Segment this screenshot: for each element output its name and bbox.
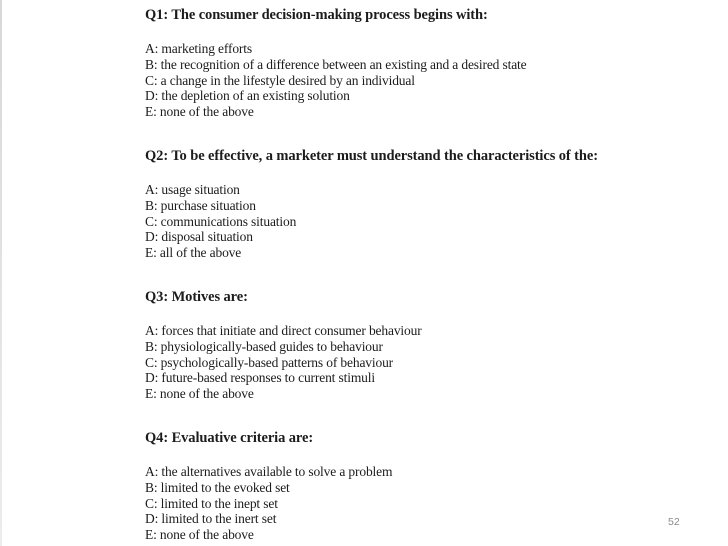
question-2 xyxy=(145,148,665,261)
option-b: B: purchase situation xyxy=(145,197,256,213)
option-c: C: a change in the lifestyle desired by an individual xyxy=(145,72,415,88)
option-e: E: none of the above xyxy=(145,527,254,543)
slide-page-number: 52 xyxy=(668,516,680,528)
question-heading: Q2: To be effective, a marketer must understand the characteristics of the: xyxy=(145,148,598,164)
option-a: A: usage situation xyxy=(145,182,240,197)
option-d: D: future-based responses to current stimuli xyxy=(145,370,375,386)
option-d: D: disposal situation xyxy=(145,229,253,245)
option-list xyxy=(145,323,665,402)
option-b: B: limited to the evoked set xyxy=(145,479,290,495)
question-heading: Q1: The consumer decision-making process begins with: xyxy=(145,7,488,23)
option-list xyxy=(145,41,665,120)
option-a: A: the alternatives available to solve a problem xyxy=(145,464,393,479)
question-3 xyxy=(145,289,665,402)
option-c: C: psychologically-based patterns of behaviour xyxy=(145,354,394,370)
question-heading: Q3: Motives are: xyxy=(145,289,248,305)
question-1 xyxy=(145,7,665,120)
option-b: B: physiologically-based guides to behaviour xyxy=(145,338,383,354)
option-d: D: the depletion of an existing solution xyxy=(145,88,350,104)
option-d: D: limited to the inert set xyxy=(145,511,277,527)
option-a: A: forces that initiate and direct consumer behaviour xyxy=(145,323,422,338)
option-a: A: marketing efforts xyxy=(145,41,252,56)
option-e: E: all of the above xyxy=(145,245,242,261)
option-list xyxy=(145,464,665,543)
option-c: C: communications situation xyxy=(145,213,297,229)
option-e: E: none of the above xyxy=(145,104,254,120)
option-e: E: none of the above xyxy=(145,386,254,402)
question-heading: Q4: Evaluative criteria are: xyxy=(145,430,314,446)
option-b: B: the recognition of a difference between an existing and a desired state xyxy=(145,56,527,72)
question-4 xyxy=(145,430,665,543)
scan-edge xyxy=(0,0,2,546)
option-list xyxy=(145,182,665,261)
option-c: C: limited to the inept set xyxy=(145,495,278,511)
